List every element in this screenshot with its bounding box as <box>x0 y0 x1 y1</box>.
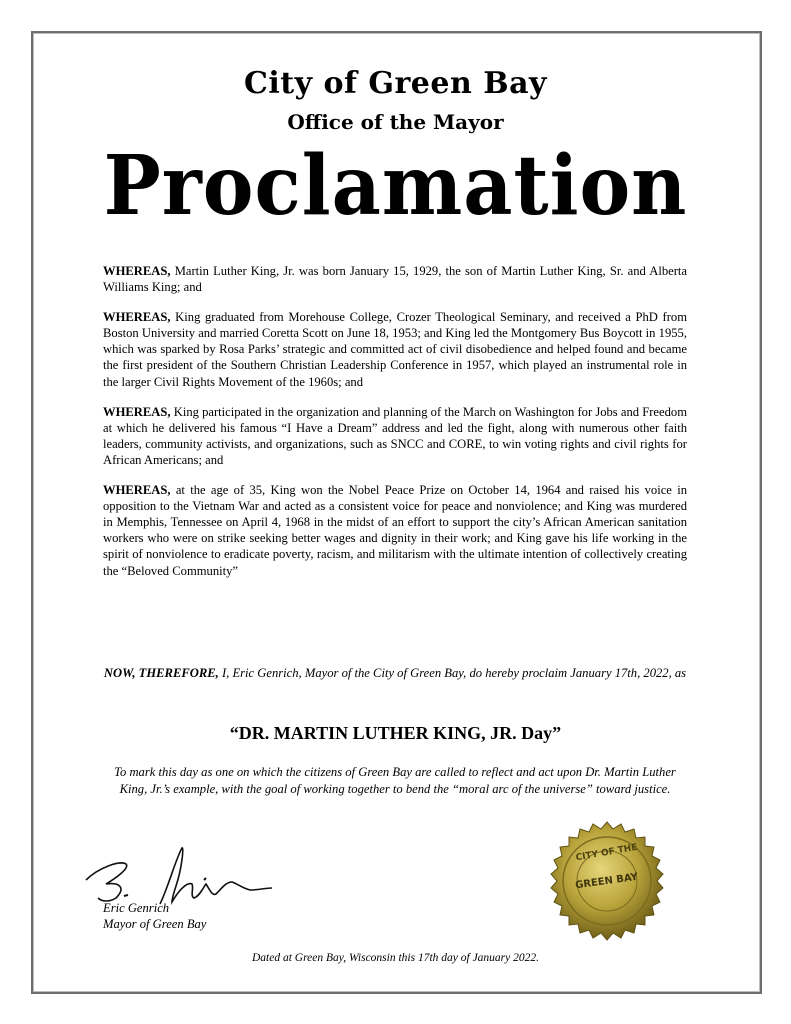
purpose-statement: To mark this day as one on which the citizens of Green Bay are called to reflect and act upon Dr. Martin Luther King, Jr.’s example, with the goal of working together to bend the “moral arc of the universe” toward justice. <box>114 765 676 796</box>
seal-top-text: CITY OF THE <box>575 842 639 864</box>
office-heading: Office of the Mayor <box>287 110 504 134</box>
signer-title: Mayor of Green Bay <box>103 916 207 931</box>
city-heading: City of Green Bay <box>244 66 547 101</box>
whereas-text: King participated in the organization and planning of the March on Washington for Jobs and Freedom at which he delivered his famous “I Have a Dream” address and led the fight, along with numerous other faith leaders, community activists, and organizations, such as SNCC and CORE, to win voting rights and civil rights for African Americans; and <box>103 404 687 467</box>
whereas-text: at the age of 35, King won the Nobel Peace Prize on October 14, 1964 and raised his voice in opposition to the Vietnam War and acted as a consistent voice for peace and nonviolence; and King was murdered in Memphis, Tennessee on April 4, 1968 in the midst of an effort to support the city’s African American sanitation workers who were on strike seeking better wages and dignity in their work; and King gave his life working in the spirit of nonviolence to eradicate poverty, racism, and militarism with the ultimate intention of collectively creating the “Beloved Community” <box>103 483 687 578</box>
now-therefore-text: I, Eric Genrich, Mayor of the City of Green Bay, do hereby proclaim January 17th, 2022, as <box>221 666 687 680</box>
city-seal-image <box>542 820 672 950</box>
whereas-lead: WHEREAS, <box>103 483 171 498</box>
dated-line: Dated at Green Bay, Wisconsin this 17th day of January 2022. <box>251 952 540 964</box>
whereas-clause <box>103 263 687 295</box>
whereas-lead: WHEREAS, <box>103 310 171 325</box>
whereas-clause <box>103 404 687 468</box>
signer-name: Eric Genrich <box>103 901 170 915</box>
now-therefore-lead: NOW, THEREFORE, <box>103 666 219 680</box>
seal-middle-text: GREEN BAY <box>574 871 639 892</box>
signature-block <box>103 901 206 932</box>
whereas-lead: WHEREAS, <box>103 404 171 419</box>
whereas-clauses <box>103 263 687 593</box>
now-therefore-clause <box>103 665 687 682</box>
whereas-lead: WHEREAS, <box>103 264 171 278</box>
whereas-text: Martin Luther King, Jr. was born January 15, 1929, the son of Martin Luther King, Sr. and Alberta Williams King; and <box>103 264 687 295</box>
whereas-clause <box>103 482 687 579</box>
proclaimed-day: “DR. MARTIN LUTHER KING, JR. Day” <box>229 723 562 743</box>
whereas-clause <box>103 309 687 389</box>
whereas-text: King graduated from Morehouse College, Crozer Theological Seminary, and received a PhD from Boston University and married Coretta Scott on June 18, 1953; and King led the Montgomery Bus Boycott in 1955, which was sparked by Rosa Parks’ strategic and committed act of civil disobedience and helped found and became the first president of the Southern Christian Leadership Conference in 1957, which played an instrumental role in the larger Civil Rights Movement of the 1960s; and <box>103 310 687 389</box>
proclamation-title: Proclamation <box>103 137 688 234</box>
